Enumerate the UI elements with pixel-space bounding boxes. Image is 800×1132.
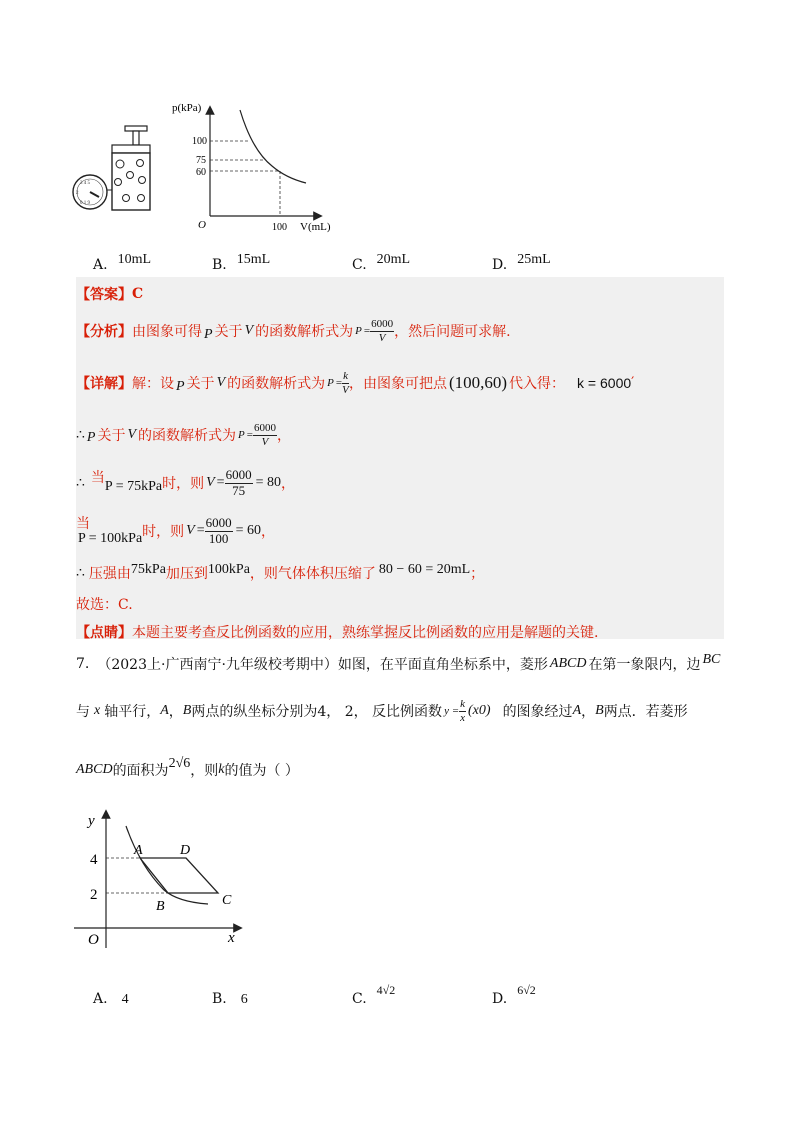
y-axis-label: p(kPa) — [172, 102, 202, 114]
fraction-6000-v: $\frac{6000}{V}$ — [371, 318, 394, 344]
tick-75: 75 — [196, 155, 206, 166]
tick-100: 100 — [192, 136, 207, 147]
svg-text:O: O — [88, 932, 99, 948]
k-equals-6000: k = 6000 — [577, 375, 632, 391]
svg-text:x: x — [228, 930, 235, 946]
svg-text:D: D — [180, 843, 191, 858]
tick-60: 60 — [196, 167, 206, 178]
q6-option-b[interactable]: B. 15mL — [212, 252, 271, 273]
fraction-k-v: $\frac{k}{V}$ — [342, 370, 349, 396]
pressure-volume-graph — [168, 98, 338, 234]
compression-line: ∴ 压强由 75kPa 加压到 100kPa ，则气体体积压缩了 80 − 60 = 20mL ； — [76, 562, 485, 582]
svg-text:B: B — [156, 899, 165, 914]
svg-text:2: 2 — [76, 191, 79, 196]
case-100-line: 当 P = 100kPa 时，则 V = $\frac{6000}{100}$ = 60 ， — [76, 515, 276, 546]
detail-line: 【详解】 解：设 P 关于 V 的函数解析式为 P = $\frac{k}{V}$ ，由图象可把点 (100,60) 代入得： k = 6000 ′ — [76, 370, 635, 396]
q7-option-d[interactable]: D.6√2 — [492, 983, 536, 1007]
svg-text:4: 4 — [90, 852, 98, 868]
svg-text:3 4 5: 3 4 5 — [80, 181, 90, 186]
q7-option-a[interactable]: A. 4 — [93, 991, 129, 1007]
q7-line-1: 7. （2023上·广西南宁·九年级校考期中）如图，在平面直角坐标系中，菱形 ABCD 在第一象限内，边 BC — [76, 652, 721, 673]
syringe-gauge-figure — [68, 120, 158, 220]
tick-x-100: 100 — [272, 222, 287, 233]
svg-text:0 1 9: 0 1 9 — [80, 201, 90, 206]
analysis-line: 【分析】 由图象可得 P 关于 V 的函数解析式为 P = $\frac{6000}{V}$ ，然后问题可求解. — [76, 318, 511, 344]
svg-text:y: y — [88, 813, 95, 829]
q6-option-d[interactable]: D. 25mL — [492, 252, 551, 273]
q7-line-3: ABCD 的面积为 2√6 ，则 k 的值为（ ） — [76, 756, 299, 779]
case-75-line: ∴ 当 P = 75kPa 时，则 V = $\frac{6000}{75}$ = 80 ， — [76, 467, 295, 498]
q7-line-2: 与 x 轴平行， A ， B 两点的纵坐标分别为4， 2， 反比例函数 y = $\frac{k}{x}$ (x0) 的图象经过 A ， B 两点．若菱形 — [76, 698, 688, 724]
comment-line: 【点睛】 本题主要考查反比例函数的应用，熟练掌握反比例函数的应用是解题的关键. — [76, 625, 599, 641]
svg-text:C: C — [222, 893, 232, 908]
origin-label: O — [198, 219, 206, 231]
q6-option-c[interactable]: C. 20mL — [352, 252, 411, 273]
q6-option-a[interactable]: A. 10mL — [93, 252, 152, 273]
q7-option-b[interactable]: B. 6 — [212, 991, 248, 1007]
answer-line: 【答案】 C — [76, 286, 144, 303]
x-axis-label: V(mL) — [300, 221, 331, 233]
rhombus-coordinate-figure — [68, 808, 258, 958]
therefore-line-1: ∴ P 关于 V 的函数解析式为 P = $\frac{6000}{V}$ ， — [76, 422, 291, 448]
svg-text:2: 2 — [90, 887, 98, 903]
choose-line: 故选：C. — [76, 597, 133, 613]
q7-option-c[interactable]: C.4√2 — [352, 983, 396, 1007]
svg-text:A: A — [134, 843, 143, 858]
